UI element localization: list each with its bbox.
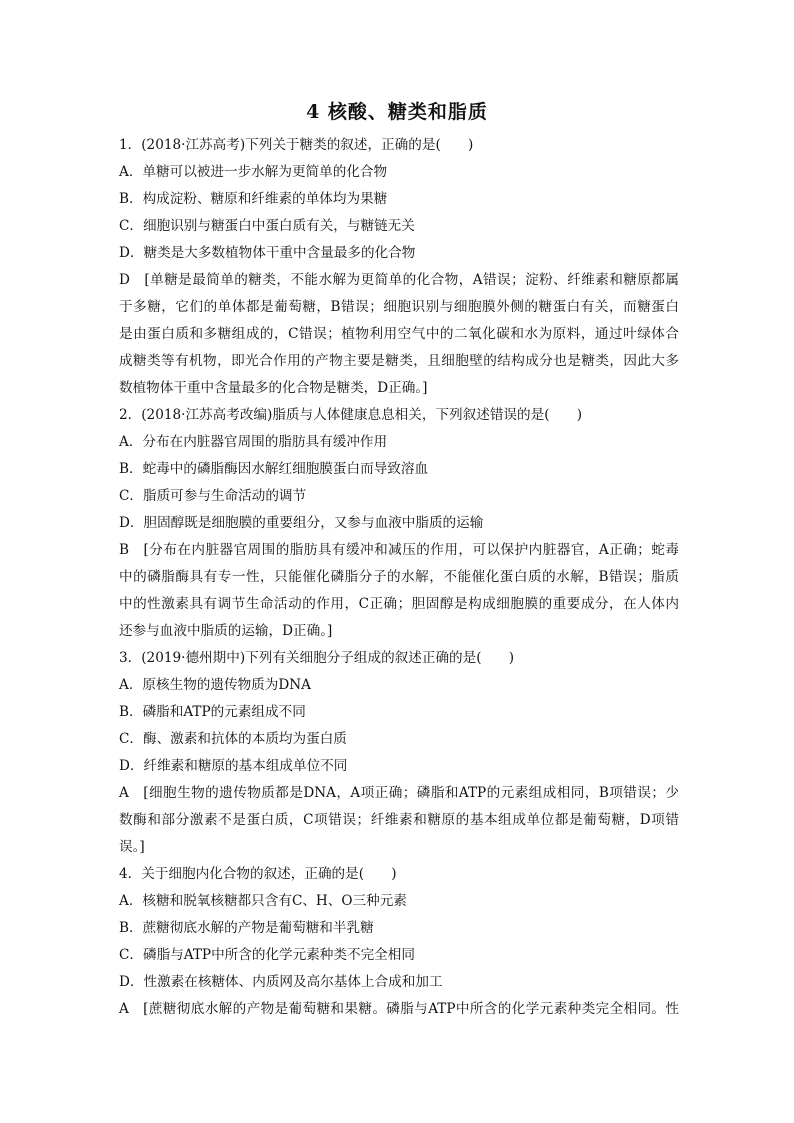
text-line: C．磷脂与ATP中所含的化学元素种类不完全相同 [119,947,415,963]
text-line: A．单糖可以被进一步水解为更简单的化合物 [119,164,388,180]
text-line: A．原核生物的遗传物质为DNA [119,677,311,693]
text-line: D．糖类是大多数植物体干重中含量最多的化合物 [119,245,416,261]
text-line: B．蔗糖彻底水解的产物是葡萄糖和半乳糖 [119,920,374,936]
text-line: B．磷脂和ATP的元素组成不同 [119,704,306,720]
text-line: 误。] [119,839,145,855]
text-line: 成糖类等有机物，即光合作用的产物主要是糖类，且细胞壁的结构成分也是糖类，因此大多 [119,353,679,369]
text-line: B [分布在内脏器官周围的脂肪具有缓冲和减压的作用，可以保护内脏器官，A正确；蛇毒 [119,542,679,558]
text-line: 中的磷脂酶具有专一性，只能催化磷脂分子的水解，不能催化蛋白质的水解，B错误；脂质 [119,569,679,585]
text-line: D．胆固醇既是细胞膜的重要组分，又参与血液中脂质的运输 [119,515,484,531]
text-line: 数酶和部分激素不是蛋白质，C项错误；纤维素和糖原的基本组成单位都是葡萄糖，D项错 [119,812,679,828]
text-line: 1．(2018·江苏高考)下列关于糖类的叙述，正确的是( ) [119,137,474,153]
text-line: D [单糖是最简单的糖类，不能水解为更简单的化合物，A错误；淀粉、纤维素和糖原都属 [119,272,679,288]
text-line: 4．关于细胞内化合物的叙述，正确的是( ) [119,866,397,882]
text-line: 3．(2019·德州期中)下列有关细胞分子组成的叙述正确的是( ) [119,650,515,666]
text-line: A [蔗糖彻底水解的产物是葡萄糖和果糖。磷脂与ATP中所含的化学元素种类完全相同。性 [119,1001,679,1017]
text-line: B．构成淀粉、糖原和纤维素的单体均为果糖 [119,191,388,207]
text-line: 是由蛋白质和多糖组成的，C错误；植物利用空气中的二氧化碳和水为原料，通过叶绿体合 [119,326,679,342]
text-line: 于多糖，它们的单体都是葡萄糖，B错误；细胞识别与细胞膜外侧的糖蛋白有关，而糖蛋白 [119,299,679,315]
text-line: B．蛇毒中的磷脂酶因水解红细胞膜蛋白而导致溶血 [119,461,429,477]
page-title: 4 核酸、糖类和脂质 [306,101,488,123]
text-line: C．酶、激素和抗体的本质均为蛋白质 [119,731,347,747]
text-line: A．分布在内脏器官周围的脂肪具有缓冲作用 [119,434,388,450]
document-body [119,132,679,1023]
text-line: C．脂质可参与生命活动的调节 [119,488,307,504]
text-line: D．性激素在核糖体、内质网及高尔基体上合成和加工 [119,974,443,990]
text-line: A．核糖和脱氧核糖都只含有C、H、O三种元素 [119,893,407,909]
text-line: C．细胞识别与糖蛋白中蛋白质有关，与糖链无关 [119,218,415,234]
text-line: 还参与血液中脂质的运输，D正确。] [119,623,333,639]
text-line: A [细胞生物的遗传物质都是DNA，A项正确；磷脂和ATP的元素组成相同，B项错误；少 [119,785,679,801]
text-line: 中的性激素具有调节生命活动的作用，C正确；胆固醇是构成细胞膜的重要成分，在人体内 [119,596,679,612]
text-line: 2．(2018·江苏高考改编)脂质与人体健康息息相关，下列叙述错误的是( ) [119,407,582,423]
text-line: D．纤维素和糖原的基本组成单位不同 [119,758,348,774]
text-line: 数植物体干重中含量最多的化合物是糖类，D正确。] [119,380,428,396]
